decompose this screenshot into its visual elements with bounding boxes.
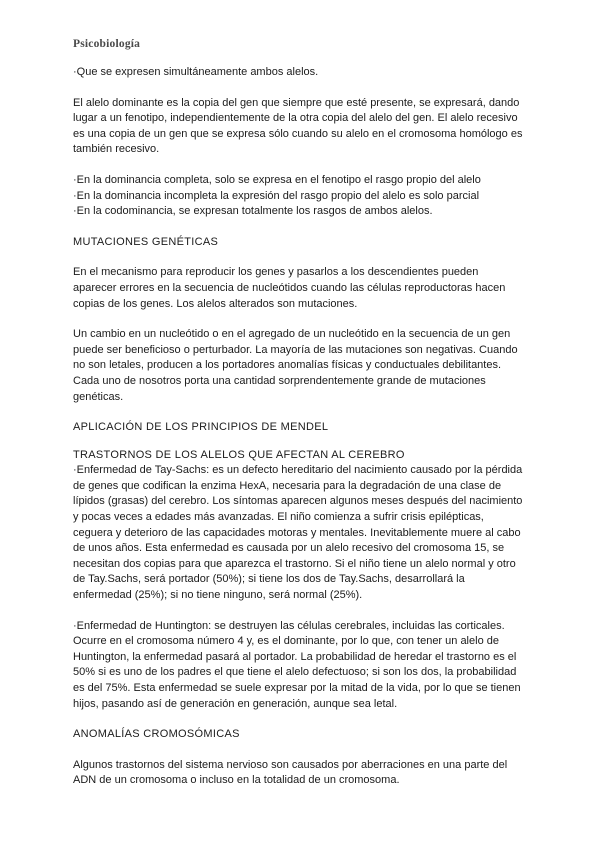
paragraph-dominant-recessive bbox=[73, 96, 533, 158]
running-header: Psicobiología bbox=[73, 38, 141, 50]
text-line: lípidos (grasas) del cerebro. Los síntomas aparecen algunos meses después del nacimiento bbox=[73, 495, 523, 508]
text-line: Ocurre en el cromosoma número 4 y, es el dominante, por lo que, con tener un alelo de bbox=[73, 635, 499, 648]
text-line: lugar a un fenotipo, independientemente de la otra copia del alelo del gen. El alelo recesivo bbox=[73, 112, 518, 125]
section-heading-mendel: APLICACIÓN DE LOS PRINCIPIOS DE MENDEL bbox=[73, 421, 329, 434]
page-body bbox=[73, 65, 533, 789]
paragraph-tay-sachs bbox=[73, 463, 533, 603]
text-line: ADN de un cromosoma o incluso en la totalidad de un cromosoma. bbox=[73, 774, 400, 787]
text-line: ceguera y deterioro de las capacidades motoras y mentales. Inevitablemente muere al cabo bbox=[73, 526, 521, 539]
text-line: no son letales, producen a los portadores anomalías físicas y conductuales debilitantes. bbox=[73, 359, 502, 372]
paragraph-chromosomal bbox=[73, 758, 533, 789]
text-line: hijos, pasando así de generación en generación, aunque sea letal. bbox=[73, 697, 398, 710]
text-line: también recesivo. bbox=[73, 143, 160, 156]
paragraph-huntington bbox=[73, 619, 533, 713]
text-line: ·Que se expresen simultáneamente ambos alelos. bbox=[73, 66, 319, 78]
text-line: En el mecanismo para reproducir los genes y pasarlos a los descendientes pueden bbox=[73, 266, 479, 279]
text-line: El alelo dominante es la copia del gen que siempre que esté presente, se expresará, dando bbox=[73, 96, 520, 109]
section-heading-mutaciones: MUTACIONES GENÉTICAS bbox=[73, 235, 219, 248]
list-item: ·En la dominancia incompleta la expresión del rasgo propio del alelo es solo parcial bbox=[73, 189, 480, 202]
text-line: es del 75%. Esta enfermedad se suele expresar por la mitad de la vida, por lo que se tienen bbox=[73, 682, 521, 694]
text-line: copias de los genes. Los alelos alterados son mutaciones. bbox=[73, 297, 358, 310]
list-item: ·En la codominancia, se expresan totalmente los rasgos de ambos alelos. bbox=[73, 205, 433, 218]
text-line: Un cambio en un nucleótido o en el agregado de un nucleótido en la secuencia de un gen bbox=[73, 328, 511, 341]
text-line: Cada uno de nosotros porta una cantidad sorprendentemente grande de mutaciones bbox=[73, 374, 486, 387]
paragraph-dominance-list bbox=[73, 173, 533, 220]
text-line: Algunos trastornos del sistema nervioso son causados por aberraciones en una parte del bbox=[73, 758, 508, 771]
text-line: 50% si es uno de los padres el que tiene el alelo defectuoso; si son los dos, la probabilidad bbox=[73, 666, 517, 679]
section-heading-trastornos: TRASTORNOS DE LOS ALELOS QUE AFECTAN AL CEREBRO bbox=[73, 448, 405, 461]
paragraph-codominance-intro bbox=[73, 65, 533, 81]
text-line: necesitan dos copias para que aparezca el trastorno. Si el niño tiene un alelo normal y otro bbox=[73, 557, 516, 570]
text-line: de unos años. Esta enfermedad es causada por un alelo recesivo del cromosoma 15, se bbox=[73, 542, 505, 555]
text-line: de Tay.Sachs, será portador (50%); si tiene los dos de Tay.Sachs, desarrollará la bbox=[73, 573, 465, 586]
text-line: Huntington, la enfermedad pasará al portador. La probabilidad de heredar el trastorno es el bbox=[73, 650, 517, 663]
text-line: ·Enfermedad de Huntington: se destruyen las células cerebrales, incluidas las corticales. bbox=[73, 619, 505, 632]
text-line: de genes que codifican la enzima HexA, necesaria para la degradación de una clase de bbox=[73, 479, 502, 492]
paragraph-mutation-errors bbox=[73, 265, 533, 312]
text-line: aparecer errores en la secuencia de nucleótidos cuando las células reproductoras hacen bbox=[73, 281, 506, 294]
text-line: enfermedad (25%); si no tiene ninguno, será normal (25%). bbox=[73, 589, 363, 602]
list-item: ·En la dominancia completa, solo se expresa en el fenotipo el rasgo propio del alelo bbox=[73, 173, 481, 186]
paragraph-mutation-effects bbox=[73, 327, 533, 405]
text-line: genéticas. bbox=[73, 390, 124, 403]
text-line: es una copia de un gen que se expresa sólo cuando su alelo en el cromosoma homólogo es bbox=[73, 127, 523, 140]
text-line: y pocas veces a edades más avanzadas. El niño comienza a sufrir crisis epilépticas, bbox=[73, 511, 484, 524]
section-heading-anomalias: ANOMALÍAS CROMOSÓMICAS bbox=[73, 728, 240, 741]
text-line: ·Enfermedad de Tay-Sachs: es un defecto hereditario del nacimiento causado por la pérdida bbox=[73, 464, 523, 477]
text-line: puede ser beneficioso o perturbador. La mayoría de las mutaciones son negativas. Cuando bbox=[73, 343, 518, 356]
